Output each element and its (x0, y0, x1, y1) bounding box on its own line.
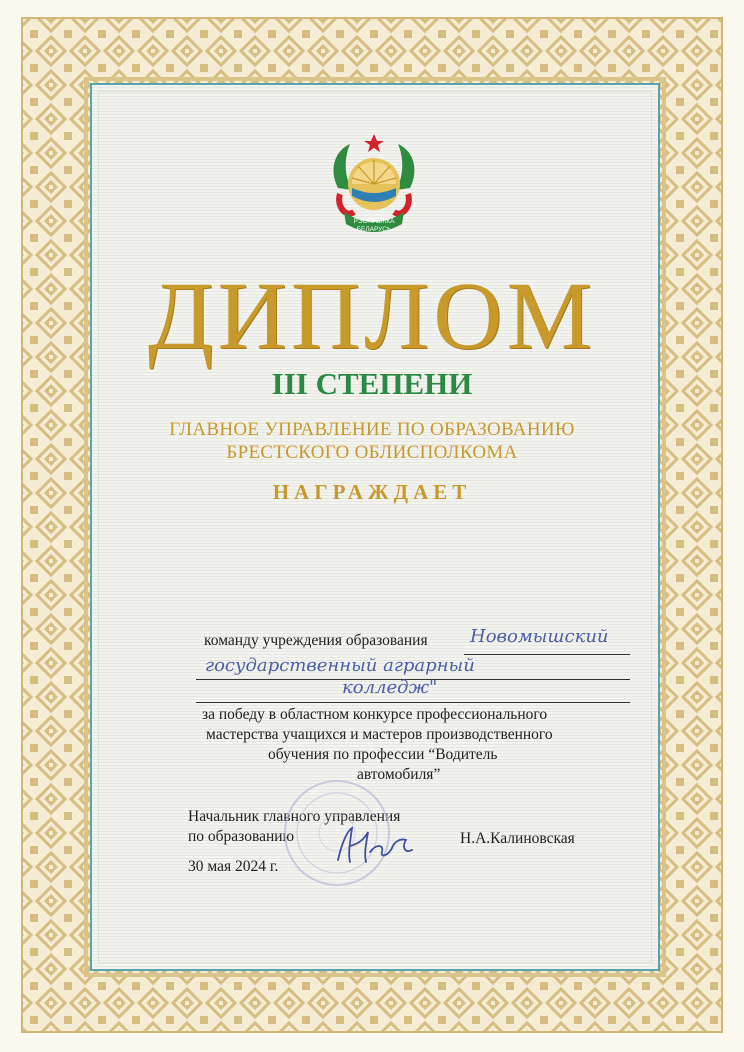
organization-line-1: ГЛАВНОЕ УПРАВЛЕНИЕ ПО ОБРАЗОВАНИЮ (169, 419, 575, 440)
reason-line-1: за победу в областном конкурсе профессионального (202, 706, 548, 723)
emblem-label-2: БЕЛАРУСЬ (356, 226, 392, 233)
issue-date: 30 мая 2024 г. (188, 858, 279, 875)
reason-line-3: обучения по профессии “Водитель (268, 746, 498, 763)
reason-line-4: автомобиля” (357, 766, 441, 783)
underline-1 (464, 654, 630, 655)
recipient-handwritten-2: государственный аграрный (205, 655, 475, 676)
reason-line-2: мастерства учащихся и мастеров производственного (206, 726, 553, 743)
signature-icon (330, 822, 420, 872)
recipient-prefix: команду учреждения образования (204, 632, 428, 649)
signer-title-line-2: по образованию (188, 828, 295, 845)
degree-heading: III СТЕПЕНИ (271, 366, 473, 401)
signer-name: Н.А.Калиновская (460, 830, 575, 847)
underline-3 (196, 702, 630, 703)
recipient-handwritten-1: Новомышский (470, 626, 609, 647)
signer-title-line-1: Начальник главного управления (188, 808, 401, 825)
awards-heading: НАГРАЖДАЕТ (272, 480, 472, 504)
recipient-handwritten-3: колледж" (342, 677, 438, 698)
emblem-label-1: РЭСПУБЛІКА (353, 218, 395, 225)
diploma-title: ДИПЛОМ (148, 262, 596, 369)
organization-line-2: БРЕСТСКОГО ОБЛИСПОЛКОМА (226, 442, 518, 463)
